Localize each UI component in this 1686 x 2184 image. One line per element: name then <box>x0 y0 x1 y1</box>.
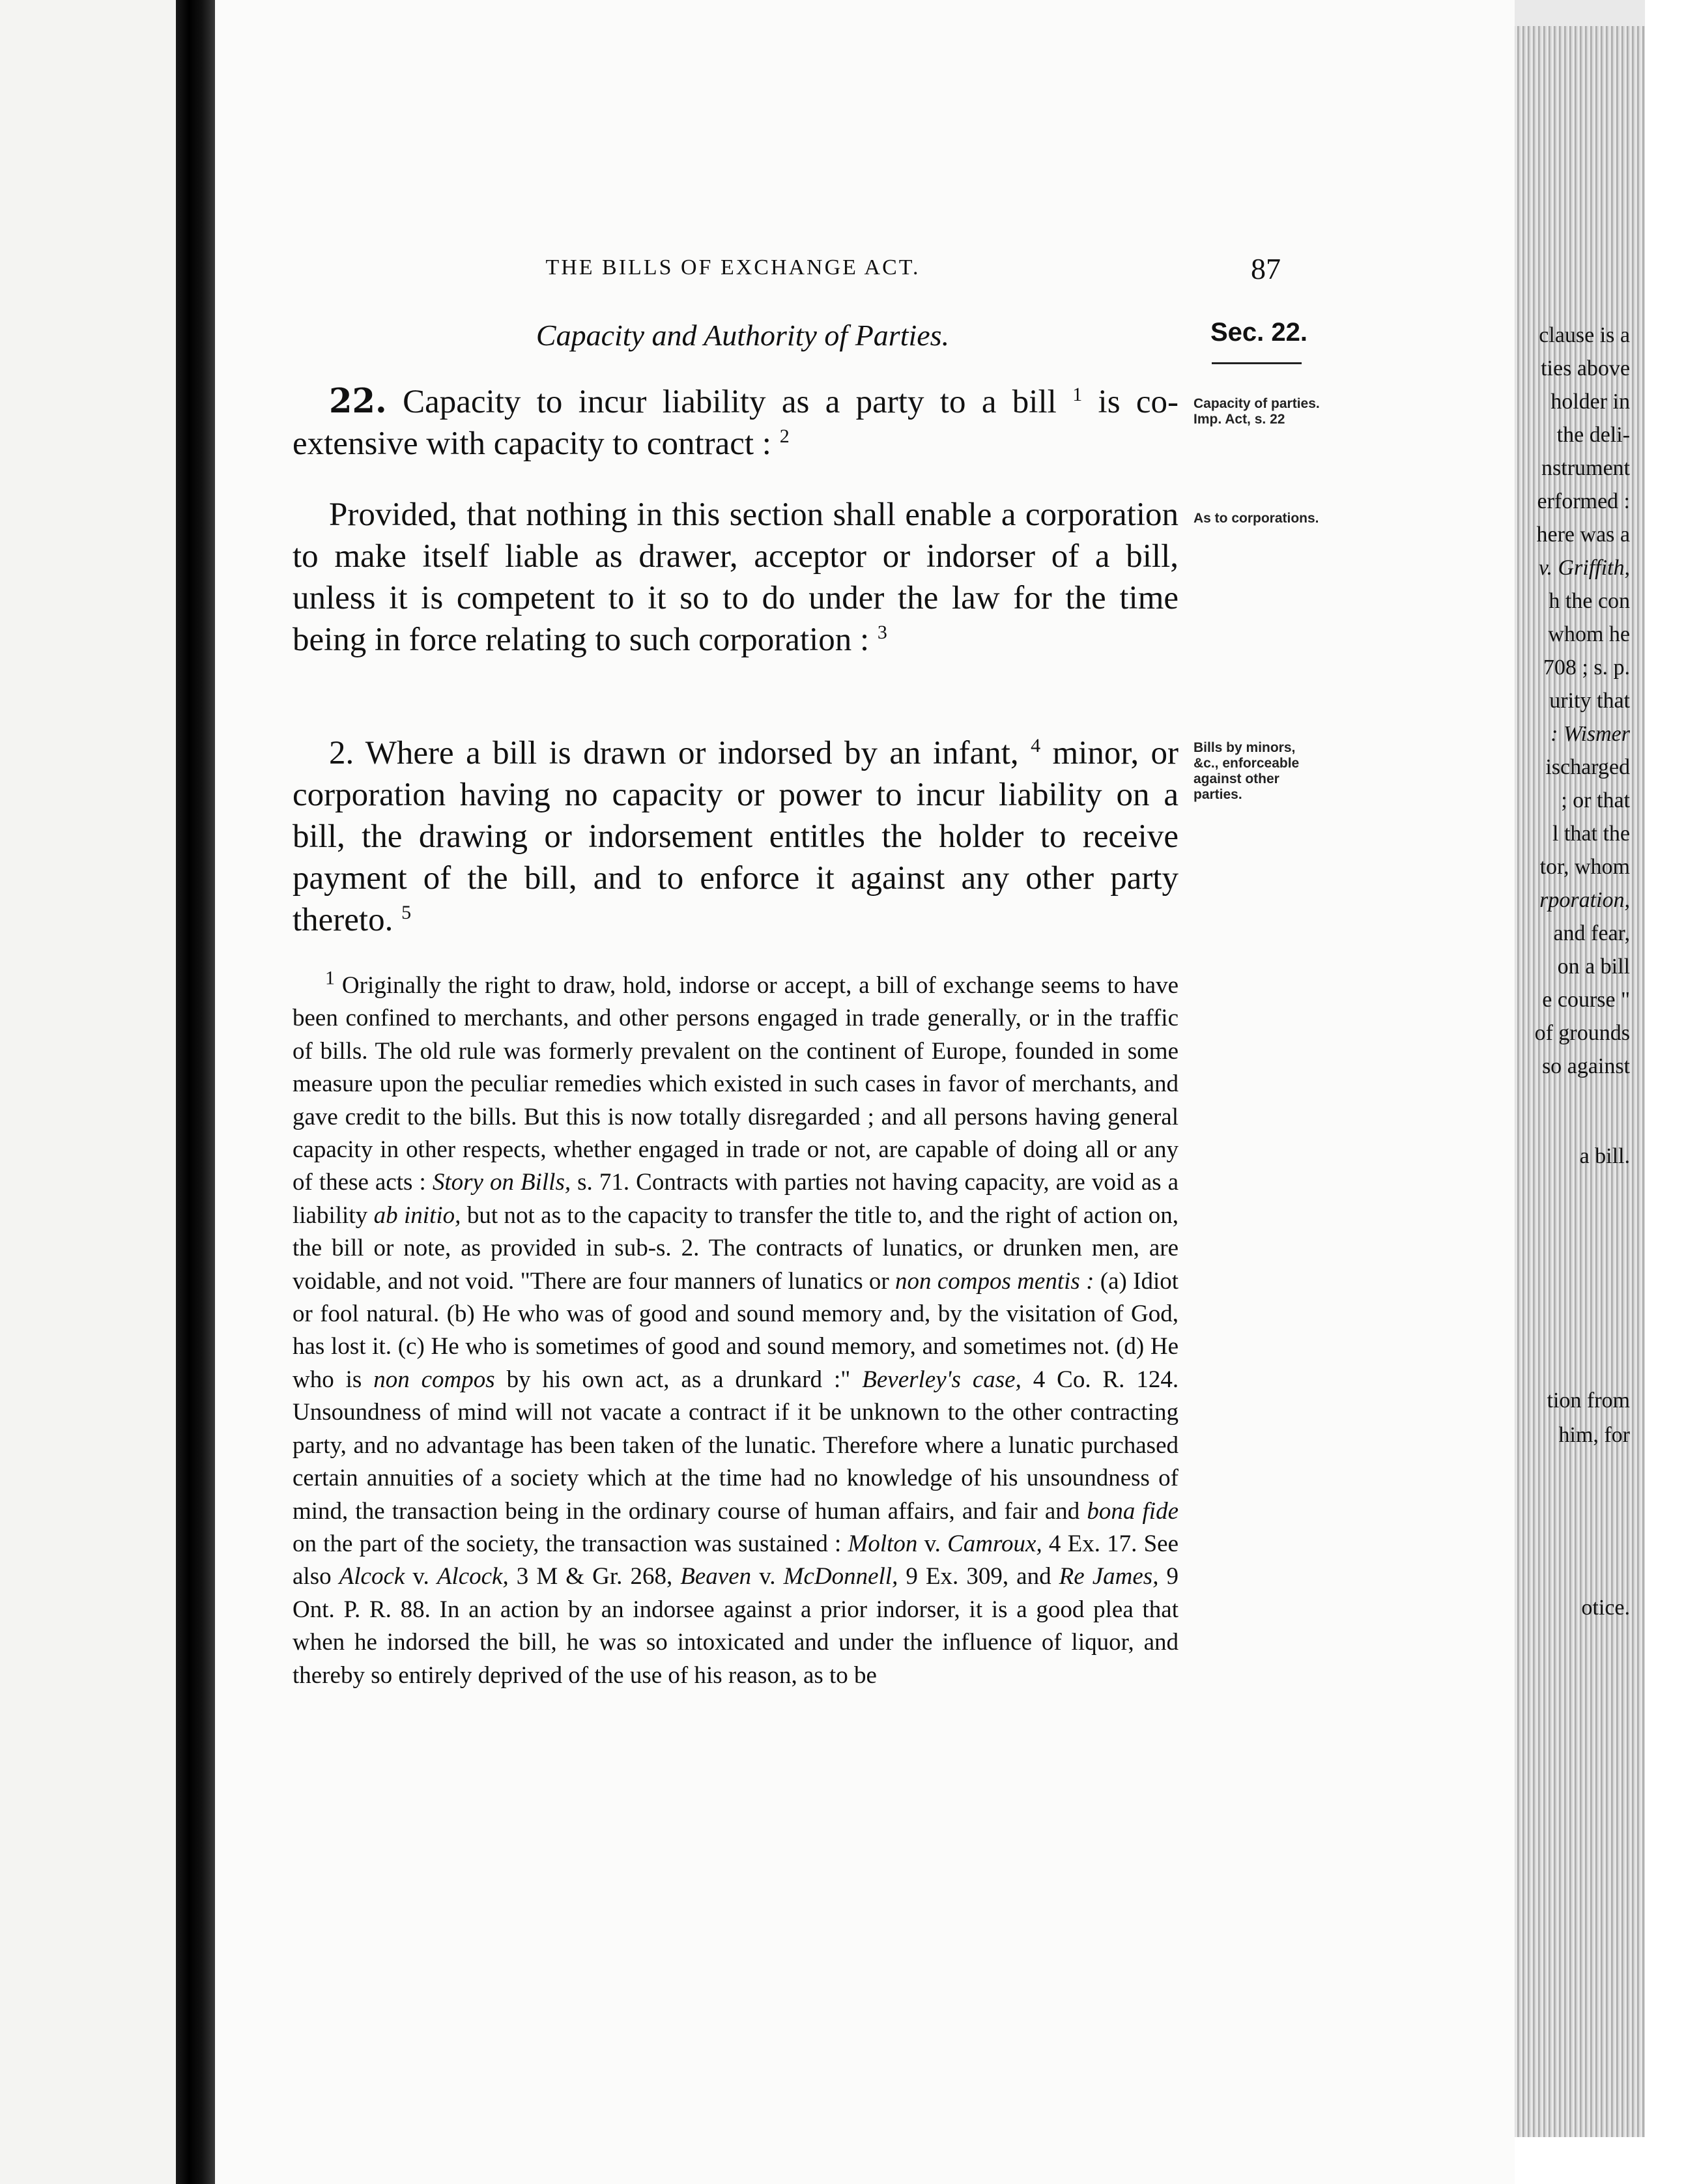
footnote-ref: 1 <box>1072 384 1083 405</box>
footnote-ref: 5 <box>401 902 412 923</box>
left-line: a bill. <box>1579 1144 1630 1168</box>
paragraph-text: minor, or corporation having no capacity or power to incur liability on a bill, the drawing or indorsement entitles the holder to receive payment of the bill, and to enforce it against any other party thereto. <box>293 735 1179 938</box>
footnote-text: by his own act, as a drunkard :" <box>506 1366 851 1393</box>
left-line: : Wismer <box>1550 722 1630 746</box>
left-line: urity that <box>1549 689 1630 713</box>
left-line: and fear, <box>1553 921 1630 945</box>
left-line: whom he <box>1548 622 1630 646</box>
left-line: 708 ; s. p. <box>1543 655 1630 680</box>
left-line: v. Griffith, <box>1538 556 1630 580</box>
section-label: 22. <box>329 382 387 421</box>
margin-note: Bills by minors, &c., enforceable against other parties. <box>1193 740 1300 802</box>
latin-term: bona fide <box>1087 1497 1179 1525</box>
case-citation: Beverley's case, <box>862 1366 1022 1393</box>
latin-term: ab initio, <box>373 1201 461 1229</box>
section-number: Sec. 22. <box>1210 318 1308 347</box>
latin-term: non compos <box>373 1366 495 1393</box>
paragraph-text: 2. Where a bill is drawn or indorsed by an infant, <box>329 735 1019 771</box>
footnote-text: 9 Ex. 309, and <box>906 1563 1051 1590</box>
left-line: so against <box>1541 1054 1630 1078</box>
footnote-text: (a) Idiot or fool natural. (b) He who was of good and sound memory and, by the visitation of God, has lost it. (c) He who is sometimes of good and sound memory, and sometimes not. (d) He who is <box>293 1267 1179 1393</box>
left-line: l that the <box>1552 822 1630 846</box>
running-head: THE BILLS OF EXCHANGE ACT. <box>545 255 921 280</box>
proviso-paragraph <box>293 494 1179 661</box>
section-rule <box>1212 362 1302 364</box>
footnote <box>293 967 1179 1692</box>
footnote-text: s. 71. Contracts with parties not having capacity, are void as a liability <box>293 1169 1179 1229</box>
footnote-text: but not as to the capacity to transfer the title to, and the right of action on, the bill or note, as provided in sub-s. 2. The contracts of lunatics, or drunken men, are voidable, and not void. "There are four manners of lunatics or <box>293 1201 1179 1295</box>
page-number: 87 <box>1251 252 1281 285</box>
left-line: tor, whom <box>1539 855 1630 879</box>
scan-border <box>1645 0 1686 2184</box>
left-line: holder in <box>1550 390 1630 414</box>
facing-page <box>0 0 176 2184</box>
margin-note: As to corporations. <box>1193 511 1319 526</box>
footnote-ref: 4 <box>1031 735 1041 756</box>
left-line: the deli- <box>1556 423 1630 447</box>
case-citation: Re James, <box>1059 1563 1159 1590</box>
margin-note: Capacity of parties. Imp. Act, s. 22 <box>1193 396 1320 427</box>
latin-term: non compos mentis : <box>895 1267 1094 1295</box>
paragraph-text: Capacity to incur liability as a party to a bill <box>403 384 1057 420</box>
case-citation: Camroux, <box>947 1530 1042 1557</box>
left-line: tion from <box>1547 1388 1630 1413</box>
footnote-text: 9 Ont. P. R. 88. In an action by an indorsee against a prior indorser, it is a good plea that when he indorsed the bill, he was so intoxicated and under the influence of liquor, and thereby so entirely deprived of the use of his reason, as to be <box>293 1563 1179 1689</box>
left-line: rporation, <box>1539 888 1630 912</box>
case-citation: Story on Bills, <box>432 1169 571 1196</box>
footnote-text: on the part of the society, the transaction was sustained : <box>293 1530 842 1557</box>
left-line: here was a <box>1536 523 1630 547</box>
section-paragraph <box>293 381 1179 465</box>
footnote-ref: 3 <box>877 622 887 643</box>
footnote-ref: 2 <box>779 425 790 447</box>
case-citation: Beaven <box>680 1563 752 1590</box>
footnote-text: v. <box>924 1530 941 1557</box>
left-line: him, for <box>1558 1423 1630 1447</box>
left-line: h the con <box>1549 589 1630 613</box>
left-line: of grounds <box>1534 1021 1630 1045</box>
left-line: ; or that <box>1561 788 1630 812</box>
case-citation: McDonnell, <box>783 1563 898 1590</box>
footnote-text: 4 Co. R. 124. Unsoundness of mind will not vacate a contract if it be unknown to the other contracting party, and no advantage has been taken of the lunatic. Therefore where a lunatic purchased certain annuities of a society which at the time had no knowledge of his unsoundness of mind, the transaction being in the ordinary course of human affairs, and fair and <box>293 1366 1179 1525</box>
case-citation: Alcock, <box>436 1563 509 1590</box>
footnote-text: 4 Ex. 17. See also <box>293 1530 1179 1590</box>
footnote-text: v. <box>412 1563 429 1590</box>
section-heading: Capacity and Authority of Parties. <box>536 319 950 352</box>
paragraph-text: is co-extensive with capacity to contract : <box>293 384 1179 462</box>
left-line: e course " <box>1542 988 1630 1012</box>
footnote-text: Originally the right to draw, hold, indorse or accept, a bill of exchange seems to have been confined to merchants, and other persons engaged in trade generally, or in the traffic of bills. The old rule was formerly prevalent on the continent of Europe, founded in some measure upon the peculiar remedies which existed in such cases in favor of merchants, and gave credit to the bills. But this is now totally disregarded ; and all persons having general capacity in other respects, whether engaged in trade or not, are capable of doing all or any of these acts : <box>293 972 1179 1196</box>
left-line: clause is a <box>1539 323 1630 347</box>
left-line: erformed : <box>1537 489 1630 513</box>
case-citation: Molton <box>848 1530 918 1557</box>
left-line: ischarged <box>1545 755 1630 779</box>
footnote-text: 3 M & Gr. 268, <box>516 1563 673 1590</box>
footnote-marker: 1 <box>325 967 335 989</box>
left-line: on a bill <box>1557 955 1630 979</box>
paragraph-text: Provided, that nothing in this section shall enable a corporation to make itself liable as drawer, acceptor or indorser of a bill, unless it is competent to it so to do under the law for the time being in force relating to such corporation : <box>293 496 1179 658</box>
book-gutter <box>176 0 215 2184</box>
left-line: ties above <box>1541 356 1630 381</box>
left-line: nstrument <box>1541 456 1630 480</box>
subsection-paragraph <box>293 732 1179 941</box>
left-line: otice. <box>1581 1596 1630 1620</box>
case-citation: Alcock <box>339 1563 405 1590</box>
footnote-text: v. <box>759 1563 776 1590</box>
